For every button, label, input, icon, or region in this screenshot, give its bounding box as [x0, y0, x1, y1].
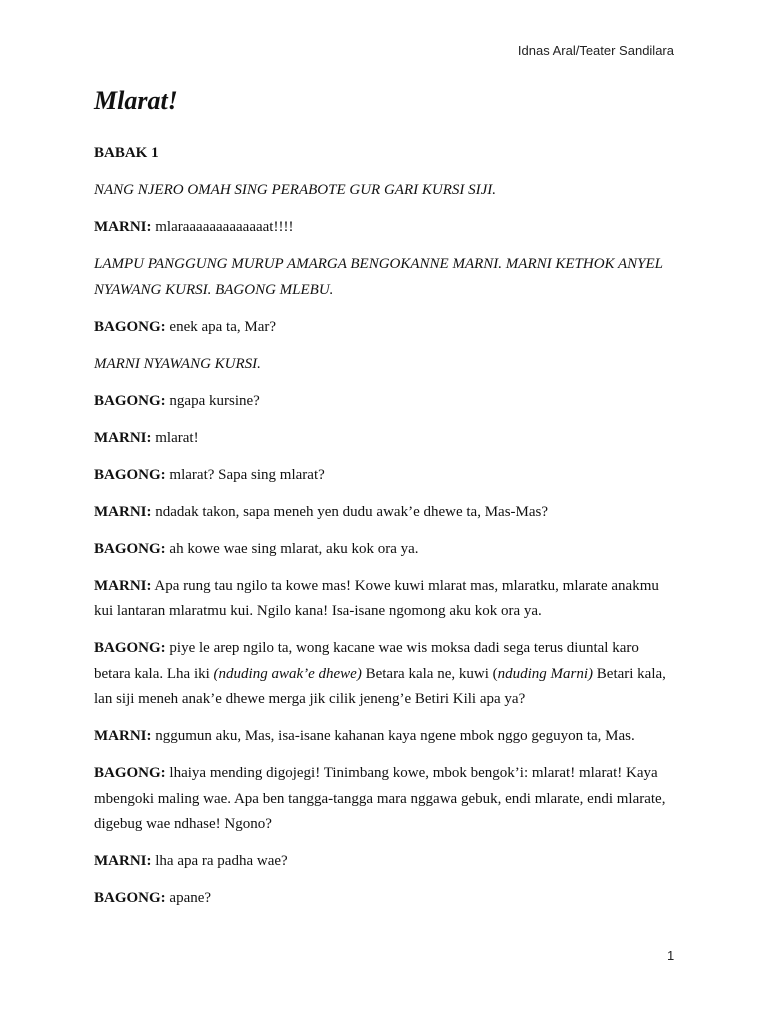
dialogue-text: lhaiya mending digojegi! Tinimbang kowe, mbok bengok’i: mlarat! mlarat! Kaya mbengoki maling wae. Apa ben tangga-tangga mara nggawa gebuk, endi mlarate, endi mlarate, digebug wae ndhase! Ngono? [94, 765, 666, 832]
speaker-name: BAGONG: [94, 466, 166, 483]
speaker-name: MARNI: [94, 503, 152, 520]
dialogue-text: Apa rung tau ngilo ta kowe mas! Kowe kuwi mlarat mas, mlaratku, mlarate anakmu kui lantaran mlaratmu kui. Ngilo kana! Isa-isane ngomong aku kok ora ya. [94, 577, 659, 619]
dialogue-line [94, 537, 674, 563]
dialogue-text: mlaraaaaaaaaaaaaat!!!! [151, 219, 294, 235]
speaker-name: BAGONG: [94, 540, 166, 557]
speaker-name: BAGONG: [94, 640, 166, 656]
dialogue-text: mlarat? Sapa sing mlarat? [165, 466, 325, 483]
dialogue-text: Betara kala ne, kuwi ( [361, 665, 498, 682]
speaker-name: BAGONG: [94, 890, 166, 906]
inline-stage-direction: (nduding awak’e dhewe) [213, 665, 362, 682]
dialogue-line [94, 463, 674, 489]
dialogue-text: apane? [165, 890, 212, 906]
dialogue-line [94, 724, 674, 750]
dialogue-text: ngapa kursine? [165, 392, 260, 409]
speaker-name: BAGONG: [94, 318, 166, 335]
dialogue-text: ndadak takon, sapa meneh yen dudu awak’e dhewe ta, Mas-Mas? [151, 503, 549, 520]
page-number: 1 [667, 948, 675, 963]
document-title: Mlarat! [94, 86, 178, 115]
dialogue-line [94, 761, 674, 838]
dialogue-line [94, 636, 674, 713]
dialogue-text: lha apa ra padha wae? [151, 853, 288, 869]
act-heading: BABAK 1 [94, 145, 159, 161]
stage-direction: MARNI NYAWANG KURSI. [94, 355, 261, 372]
dialogue-line [94, 886, 674, 912]
speaker-name: MARNI: [94, 577, 152, 594]
speaker-name: MARNI: [94, 728, 152, 744]
stage-direction: NANG NJERO OMAH SING PERABOTE GUR GARI KURSI SIJI. [94, 182, 497, 198]
speaker-name: MARNI: [94, 853, 152, 869]
dialogue-line [94, 215, 674, 241]
dialogue-line [94, 426, 674, 452]
speaker-name: MARNI: [94, 219, 152, 235]
dialogue-text: enek apa ta, Mar? [165, 318, 277, 335]
page-header: Idnas Aral/Teater Sandilara [517, 43, 674, 58]
dialogue-text: mlarat! [151, 429, 199, 446]
dialogue-line [94, 315, 674, 341]
script-body [94, 141, 674, 923]
dialogue-line [94, 849, 674, 875]
dialogue-line [94, 500, 674, 526]
speaker-name: BAGONG: [94, 392, 166, 409]
dialogue-text: nggumun aku, Mas, isa-isane kahanan kaya ngene mbok nggo geguyon ta, Mas. [151, 728, 635, 744]
dialogue-text: ah kowe wae sing mlarat, aku kok ora ya. [165, 540, 419, 557]
speaker-name: MARNI: [94, 429, 152, 446]
dialogue-text: piye le arep ngilo ta, wong kacane wae wis moksa dadi sega terus diuntal karo betara kala. Lha iki [94, 640, 639, 682]
stage-direction: LAMPU PANGGUNG MURUP AMARGA BENGOKANNE MARNI. MARNI KETHOK ANYEL NYAWANG KURSI. BAGONG MLEBU. [94, 256, 663, 298]
dialogue-line [94, 389, 674, 415]
inline-stage-direction: nduding Marni) [497, 665, 594, 682]
dialogue-text: Betari kala, lan siji meneh anak’e dhewe merga jik cilik jeneng’e Betiri Kili apa ya? [94, 665, 666, 707]
dialogue-line [94, 574, 674, 625]
speaker-name: BAGONG: [94, 765, 166, 781]
